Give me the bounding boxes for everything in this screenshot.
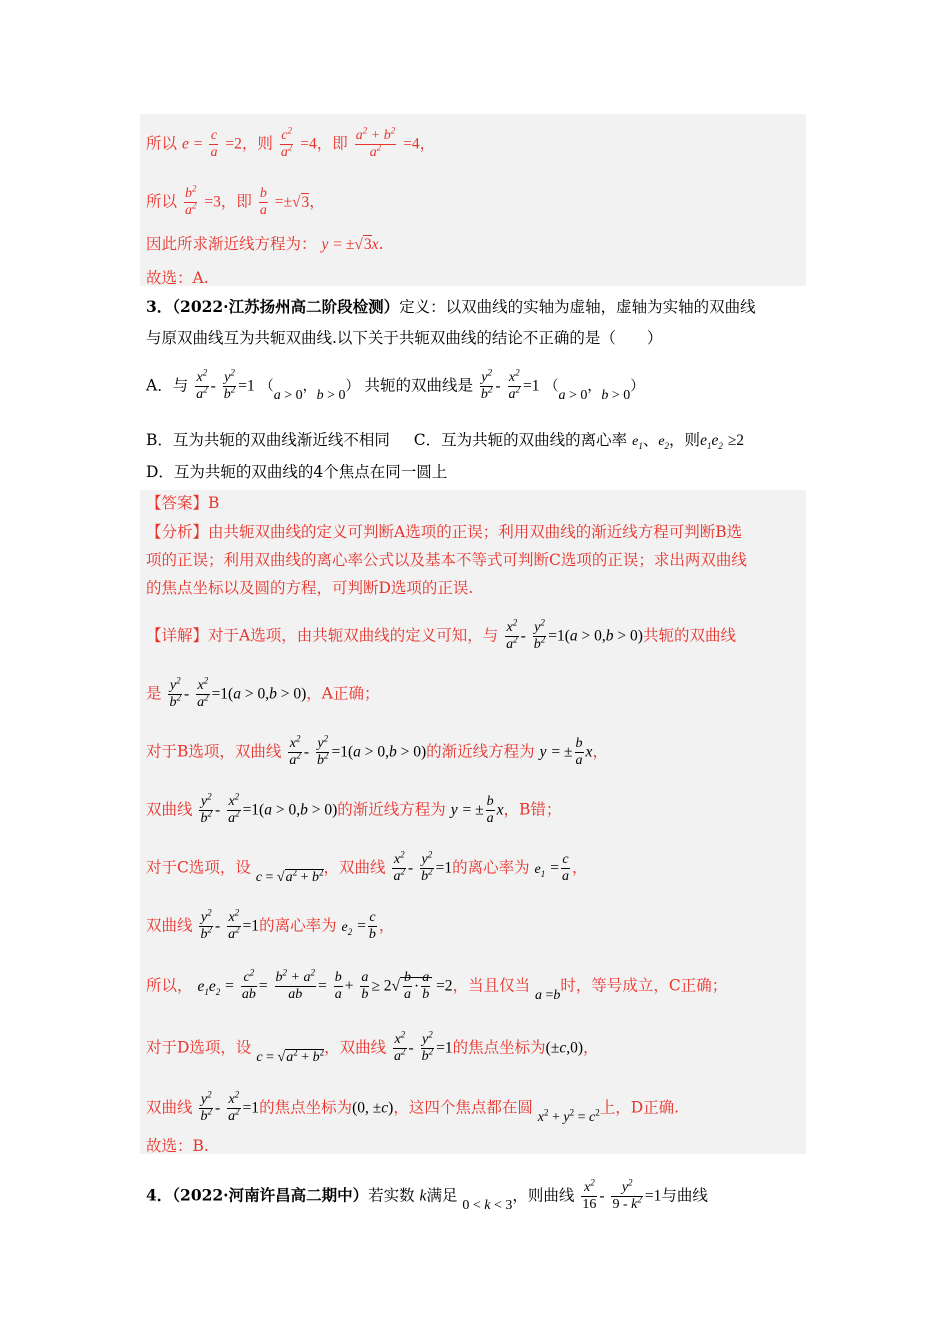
text: 由共轭双曲线的定义可判断A选项的正误；利用双曲线的渐近线方程可判断B选 <box>208 523 743 541</box>
analysis-line-2 <box>146 550 747 570</box>
detail-line-8: 对于D选项，设 $c = √a^2 + b^2$，双曲线 $\frac{x^2}{a^2}$ - $\frac{y^2}{b^2}$ =1的焦点坐标为(±c,0)， <box>146 1029 599 1065</box>
text: 对于D选项，设 <box>146 1038 252 1057</box>
question-source: （2022·河南许昌高二期中） <box>172 1185 369 1205</box>
text: 是 <box>146 684 162 703</box>
option-c: C．互为共轭的双曲线的离心率 <box>413 431 628 449</box>
text: 的离心率为 <box>452 858 530 877</box>
question-3-stem-2 <box>146 328 662 348</box>
text: 与曲线 <box>661 1186 708 1205</box>
detail-line-1: 【详解】对于A选项，由共轭双曲线的定义可知，与 $\frac{x^2}{a^2}$ - $\frac{y^2}{b^2}$ =1(a > 0,b > 0)共轭的双曲线 <box>146 617 736 652</box>
fraction-b-over-a: $\frac{b}{a}$ <box>259 186 267 218</box>
question-source: （2022·江苏扬州高二阶段检测） <box>172 297 400 316</box>
text: A．与 <box>146 376 189 395</box>
text: 双曲线 <box>146 800 193 819</box>
detail-line-2: 是 $\frac{y^2}{b^2}$ - $\frac{x^2}{a^2}$ =1(a > 0,b > 0)，A正确； <box>146 675 380 710</box>
question-number: 3． <box>146 297 173 316</box>
text: ， <box>571 858 588 877</box>
text: 与原双曲线互为共轭双曲线.以下关于共轭双曲线的结论不正确的是（ ） <box>146 329 663 347</box>
question-3-stem-1 <box>146 297 756 317</box>
text: 定义：以双曲线的实轴为虚轴，虚轴为实轴的双曲线 <box>399 298 756 316</box>
text: ， <box>309 192 325 211</box>
text: . <box>378 235 384 253</box>
text: 的焦点坐标以及圆的方程，可判断D选项的正误. <box>146 579 474 597</box>
text: ，则 <box>241 134 273 153</box>
text: 的渐近线方程为 <box>337 800 446 819</box>
solution-line-2: 所以 $\frac{b^2}{a^2}$ =3，即 $\frac{b}{a}$ =±√3， <box>146 183 325 218</box>
detail-line-6: 双曲线 $\frac{y^2}{b^2}$ - $\frac{x^2}{a^2}$ =1的离心率为 $e_2$ = $\frac{c}{b}$ ， <box>146 907 395 942</box>
text: ，即 <box>220 192 252 211</box>
text: ， <box>419 134 436 153</box>
question-number: 4． <box>146 1185 173 1205</box>
fraction-a2b2-over-a2: $\frac{a^2 + b^2}{a^2}$ <box>355 125 396 160</box>
option-b: B．互为共轭的双曲线渐近线不相同 <box>146 431 390 449</box>
fraction-b2-over-a2: $\frac{b^2}{a^2}$ <box>184 183 197 218</box>
text: 故选：A. <box>146 269 209 287</box>
solution-line-4 <box>146 268 209 288</box>
text: 所以 <box>146 192 178 211</box>
option-d <box>146 462 447 482</box>
detail-line-10 <box>146 1136 209 1156</box>
math-e: e <box>181 135 189 153</box>
text: 对于B选项，双曲线 <box>146 742 282 761</box>
text: 所以， <box>146 976 193 995</box>
text: 故选：B. <box>146 1137 209 1155</box>
text: 对于A选项，由共轭双曲线的定义可知，与 <box>208 626 499 645</box>
option-b-c: B．互为共轭的双曲线渐近线不相同 C．互为共轭的双曲线的离心率 $e_1$、$e_2$，则$e_1e_2 \ge 2$ <box>146 431 745 452</box>
option-a: A．与 $\frac{x^2}{a^2}$ - $\frac{y^2}{b^2}$ =1 （a > 0，b > 0） 共轭的双曲线是 $\frac{y^2}{b^2}$ - $\frac{x^2}{a^2}$ =1 （a > 0，b > 0） <box>146 367 645 403</box>
text: 【答案】B <box>146 494 220 512</box>
text: D．互为共轭的双曲线的4个焦点在同一圆上 <box>146 463 448 481</box>
text: ，则曲线 <box>512 1186 575 1205</box>
text: 上，D正确. <box>599 1098 680 1117</box>
text: 时，等号成立，C正确； <box>560 976 728 995</box>
text: ，双曲线 <box>323 858 386 877</box>
text: 【详解】 <box>146 626 209 645</box>
text: 因此所求渐近线方程为： <box>146 235 317 253</box>
text: ，这四个焦点都在圆 <box>393 1098 533 1117</box>
text: 对于C选项，设 <box>146 858 251 877</box>
question-4-stem: 4．（2022·河南许昌高二期中）若实数 k满足 0 < k < 3，则曲线 $\frac{x^2}{16}$ - $\frac{y^2}{9 - k^2}$ =1与曲线 <box>146 1177 708 1213</box>
text: 若实数 <box>368 1186 415 1205</box>
text: 的焦点坐标为 <box>452 1038 546 1057</box>
text: 的离心率为 <box>259 916 337 935</box>
text: ，则 <box>669 431 701 449</box>
analysis-line-3 <box>146 578 473 598</box>
text: ， <box>592 742 608 761</box>
text: ，双曲线 <box>324 1038 387 1057</box>
text: 双曲线 <box>146 1098 193 1117</box>
text: 所以 <box>146 134 178 153</box>
text: 的渐近线方程为 <box>426 742 535 761</box>
analysis-line-1 <box>146 522 742 542</box>
detail-line-5: 对于C选项，设 $c = √a^2 + b^2$，双曲线 $\frac{x^2}{a^2}$ - $\frac{y^2}{b^2}$ =1的离心率为 $e_1$ = $\frac{c}{a}$ ， <box>146 849 588 885</box>
text: 满足 <box>426 1186 458 1205</box>
solution-line-3: 因此所求渐近线方程为： y = ±√3x. <box>146 235 384 253</box>
fraction-c-over-a: $\frac{c}{a}$ <box>210 128 218 160</box>
text: ，A正确； <box>306 684 380 703</box>
text: 、 <box>642 431 659 449</box>
detail-line-7: 所以， $e_1e_2$ = $\frac{c^2}{ab}$ = $\frac{b^2 + a^2}{ab}$ = $\frac{b}{a}$ + $\frac{a}{b}$ ≥ 2√ $\frac{b}{a}$ · $\frac{a}{b}$ =2，当且仅当 a =b时，等号成立，C正确； <box>146 967 728 1003</box>
text: ，当且仅当 <box>452 976 531 995</box>
text: 共轭的双曲线 <box>642 626 736 645</box>
fraction-c2-over-a2: $\frac{c^2}{a^2}$ <box>280 125 293 160</box>
text: ，即 <box>316 134 348 153</box>
detail-line-9: 双曲线 $\frac{y^2}{b^2}$ - $\frac{x^2}{a^2}$ =1的焦点坐标为(0, ±c)，这四个焦点都在圆 $x^2 + y^2 = c^2$上，D正确. <box>146 1089 680 1125</box>
text: ， <box>583 1038 599 1057</box>
text: ，B错； <box>503 800 562 819</box>
answer-label <box>146 493 219 513</box>
text: 【分析】 <box>146 523 209 541</box>
text: 共轭的双曲线是 <box>364 376 473 395</box>
text: 项的正误；利用双曲线的离心率公式以及基本不等式可判断C选项的正误；求出两双曲线 <box>146 551 747 569</box>
solution-line-1: 所以 e = $\frac{c}{a}$ =2，则 $\frac{c^2}{a^2}$ =4，即 $\frac{a^2 + b^2}{a^2}$ =4， <box>146 125 436 160</box>
text: 的焦点坐标为 <box>259 1098 353 1117</box>
text: 双曲线 <box>146 916 193 935</box>
detail-line-3: 对于B选项，双曲线 $\frac{x^2}{a^2}$ - $\frac{y^2}{b^2}$ =1(a > 0,b > 0)的渐近线方程为 y = ± $\frac{b}{a}$ x， <box>146 733 608 768</box>
text: ， <box>378 916 395 935</box>
detail-line-4: 双曲线 $\frac{y^2}{b^2}$ - $\frac{x^2}{a^2}$ =1(a > 0,b > 0)的渐近线方程为 y = ± $\frac{b}{a}$ x，B错； <box>146 791 562 826</box>
